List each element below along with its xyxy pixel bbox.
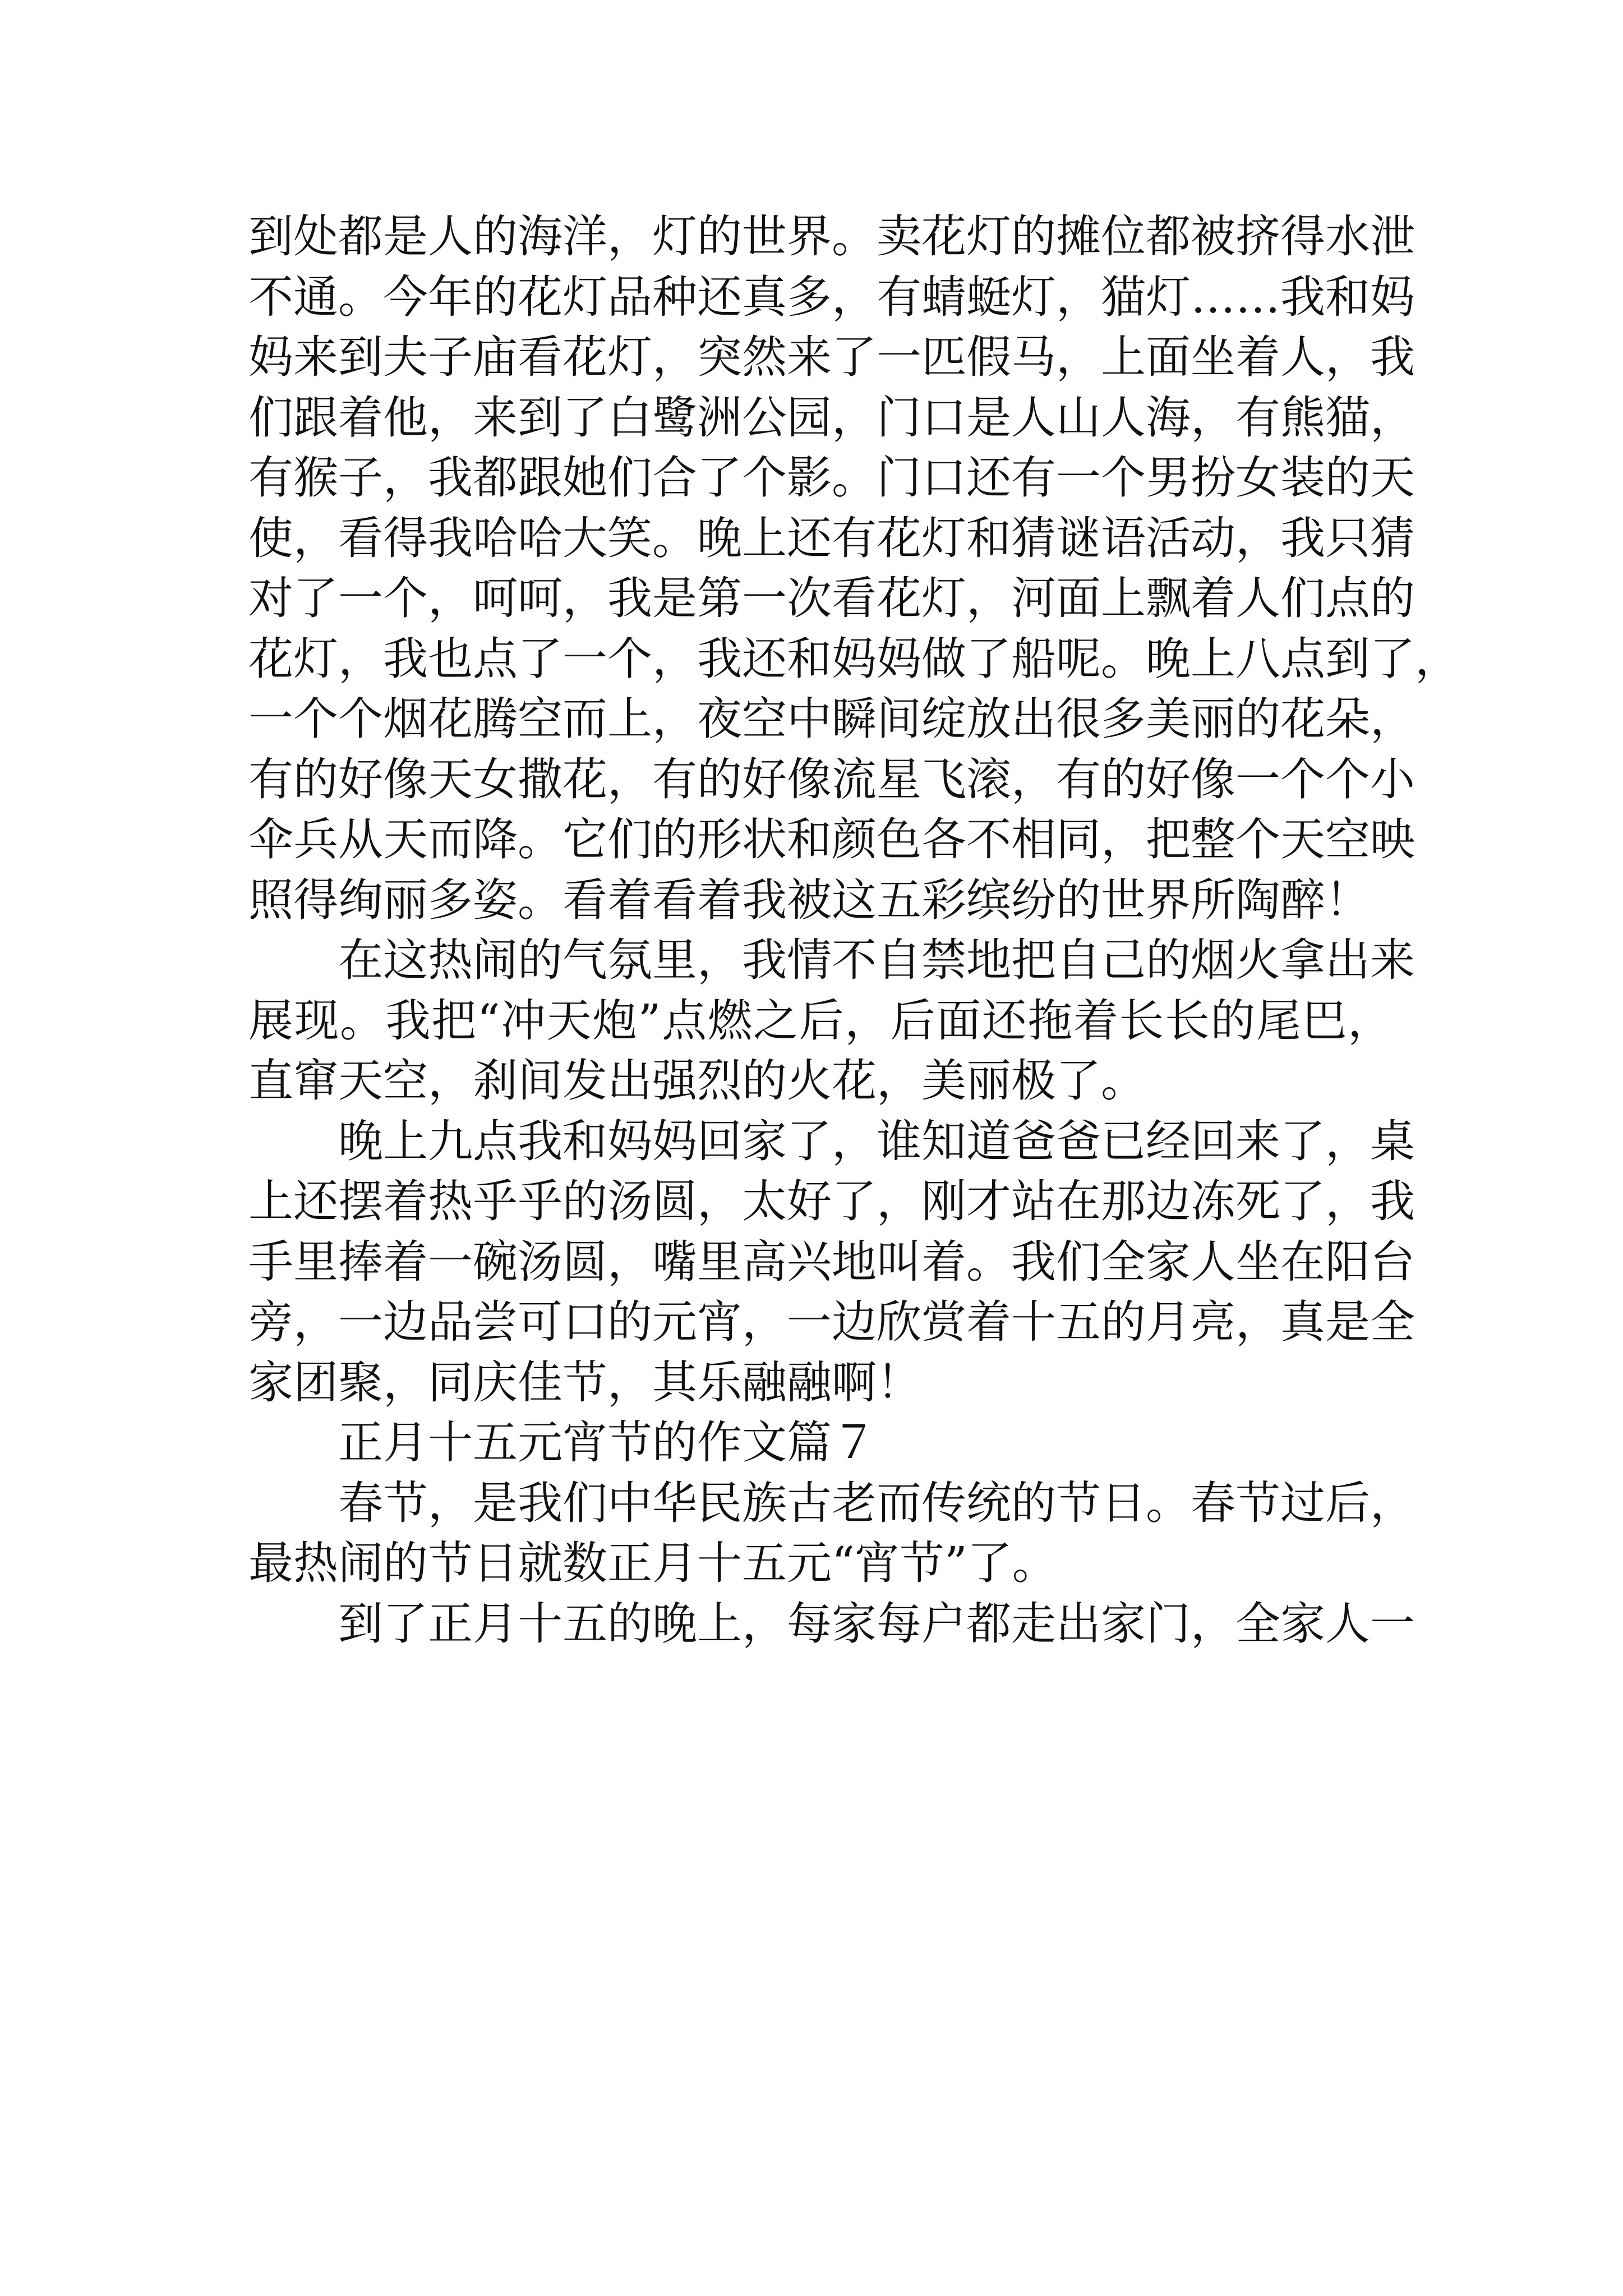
text-line: 不通。今年的花灯品种还真多，有蜻蜓灯，猫灯……我和妈 <box>248 270 1415 323</box>
text-line: 使，看得我哈哈大笑。晚上还有花灯和猜谜语活动，我只猜 <box>248 512 1415 564</box>
text-line: 照得绚丽多姿。看着看着我被这五彩缤纷的世界所陶醉！ <box>248 873 1370 926</box>
text-line: 到了正月十五的晚上，每家每户都走出家门，全家人一 <box>338 1597 1415 1650</box>
text-line: 到处都是人的海洋，灯的世界。卖花灯的摊位都被挤得水泄 <box>248 210 1415 263</box>
text-line: 最热闹的节日就数正月十五元“宵节”了。 <box>248 1537 1057 1589</box>
document-body <box>248 206 1460 1654</box>
text-line: 手里捧着一碗汤圆，嘴里高兴地叫着。我们全家人坐在阳台 <box>248 1235 1415 1288</box>
text-line: 花灯，我也点了一个，我还和妈妈做了船呢。晚上八点到了， <box>248 632 1460 685</box>
text-line: 有猴子，我都跟她们合了个影。门口还有一个男扮女装的天 <box>248 452 1415 504</box>
text-line: 春节，是我们中华民族古老而传统的节日。春节过后， <box>338 1476 1415 1529</box>
text-line: 们跟着他，来到了白鹭洲公园，门口是人山人海，有熊猫， <box>248 391 1415 444</box>
paragraph <box>248 206 1460 930</box>
text-line: 展现。我把“冲天炮”点燃之后，后面还拖着长长的尾巴， <box>248 994 1393 1047</box>
text-line: 伞兵从天而降。它们的形状和颜色各不相同，把整个天空映 <box>248 813 1415 866</box>
paragraph <box>248 930 1415 1111</box>
text-line: 在这热闹的气氛里，我情不自禁地把自己的烟火拿出来 <box>338 934 1415 986</box>
paragraph <box>248 1111 1415 1413</box>
section-heading <box>248 1412 1393 1473</box>
heading-line: 正月十五元宵节的作文篇７ <box>338 1416 877 1469</box>
text-line: 直窜天空，刹间发出强烈的火花，美丽极了。 <box>248 1055 1146 1107</box>
paragraph <box>248 1594 1415 1654</box>
paragraph <box>248 1473 1415 1594</box>
text-line: 妈来到夫子庙看花灯，突然来了一匹假马，上面坐着人，我 <box>248 331 1415 383</box>
text-line: 对了一个，呵呵，我是第一次看花灯，河面上飘着人们点的 <box>248 572 1415 624</box>
text-line: 上还摆着热乎乎的汤圆，太好了，刚才站在那边冻死了，我 <box>248 1175 1415 1227</box>
text-line: 一个个烟花腾空而上，夜空中瞬间绽放出很多美丽的花朵， <box>248 693 1415 745</box>
text-line: 有的好像天女撒花，有的好像流星飞滚，有的好像一个个小 <box>248 753 1415 806</box>
text-line: 旁，一边品尝可口的元宵，一边欣赏着十五的月亮，真是全 <box>248 1296 1415 1348</box>
text-line: 家团聚，同庆佳节，其乐融融啊！ <box>248 1356 921 1409</box>
text-line: 晚上九点我和妈妈回家了，谁知道爸爸已经回来了，桌 <box>338 1115 1415 1167</box>
